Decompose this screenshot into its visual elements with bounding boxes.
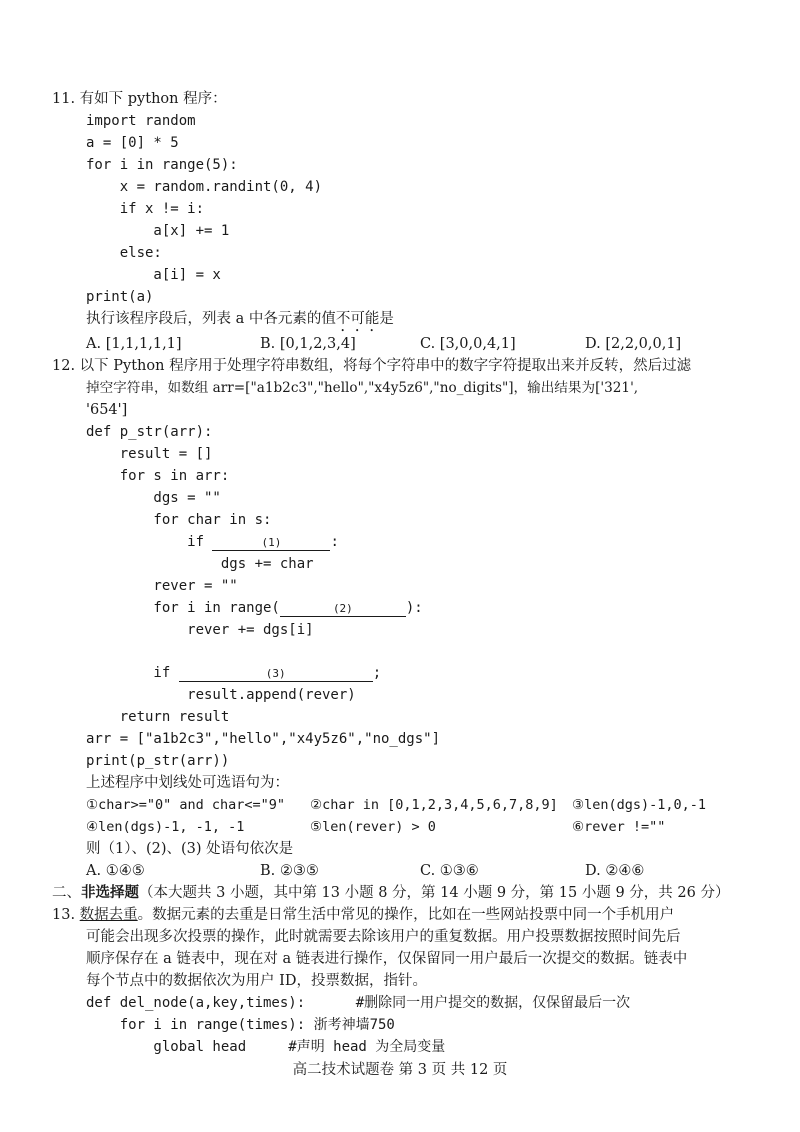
q11-code-line: import random (86, 113, 196, 129)
q13-code-line: global head #声明 head 为全局变量 (86, 1039, 446, 1055)
code-text: : (330, 534, 339, 550)
q12-stem-line1: 12. 以下 Python 程序用于处理字符串数组，将每个字符串中的数字字符提取出来并反转，然后过滤 (52, 358, 692, 374)
q12-option-d: D. ②④⑥ (585, 863, 645, 879)
q13-code-line: def del_node(a,key,times): #删除同一用户提交的数据，仅保留最后一次 (86, 995, 631, 1011)
q11-prompt-suffix: 是 (379, 311, 394, 327)
section-desc: （本大题共 3 小题，其中第 13 小题 8 分，第 14 小题 9 分，第 15 小题 9 分，共 26 分） (139, 885, 730, 901)
q12-choice: ③len(dgs)-1,0,-1 (572, 797, 707, 813)
q13-line1 (52, 904, 674, 926)
q12-code-line: for s in arr: (86, 468, 230, 484)
q13-title: 数据去重 (79, 907, 138, 923)
q13-number: 13. (52, 907, 80, 923)
q12-choice: ⑥rever !="" (572, 819, 666, 835)
q12-code-line: print(p_str(arr)) (86, 753, 230, 769)
code-text: for i in range( (86, 600, 280, 616)
q12-code-line: def p_str(arr): (86, 424, 213, 440)
q12-code-line-blank1 (86, 531, 339, 553)
q12-stem-line2: 掉空字符串，如数组 arr=["a1b2c3","hello","x4y5z6","no_digits"]，输出结果为['321', (86, 380, 639, 396)
q12-option-c: C. ①③⑥ (420, 863, 479, 879)
q11-prompt-emphasis: 不可能 (335, 311, 380, 327)
code-text: if (86, 534, 213, 550)
q13-text: 。数据元素的去重是日常生活中常见的操作，比如在一些网站投票中同一个手机用户 (137, 907, 675, 923)
q13-line4: 每个节点中的数据依次为用户 ID，投票数据，指针。 (86, 973, 427, 989)
q11-code-line: for i in range(5): (86, 157, 238, 173)
q11-code-line: a[i] = x (86, 267, 221, 283)
q12-option-a: A. ①④⑤ (86, 863, 145, 879)
q12-question: 则（1）、(2)、(3) 处语句依次是 (86, 841, 294, 857)
section2-heading (52, 882, 729, 904)
q12-code-line-blank2 (86, 597, 423, 619)
q11-code-line: if x != i: (86, 201, 205, 217)
q12-code-line: arr = ["a1b2c3","hello","x4y5z6","no_dgs"] (86, 731, 441, 747)
q11-option-d: D. [2,2,0,0,1] (585, 336, 682, 352)
q11-option-b: B. [0,1,2,3,4] (260, 336, 356, 352)
q13-code-line: for i in range(times): 浙考神墙750 (86, 1017, 395, 1033)
q11-prompt (86, 308, 394, 335)
q12-code-line: dgs = "" (86, 490, 221, 506)
q12-code-line: for char in s: (86, 512, 272, 528)
q12-choice: ④len(dgs)-1, -1, -1 (86, 819, 245, 835)
q12-choice: ②char in [0,1,2,3,4,5,6,7,8,9] (310, 797, 558, 813)
q12-choice: ①char>="0" and char<="9" (86, 797, 286, 813)
q11-prompt-prefix: 执行该程序段后，列表 a 中各元素的值 (86, 311, 336, 327)
q12-code-line: result = [] (86, 446, 213, 462)
q11-stem: 11. 有如下 python 程序： (52, 91, 227, 107)
q13-line2: 可能会出现多次投票的操作，此时就需要去除该用户的重复数据。用户投票数据按照时间先后 (86, 929, 681, 945)
code-text: if (86, 665, 179, 681)
q12-code-line: rever = "" (86, 578, 238, 594)
q12-option-b: B. ②③⑤ (260, 863, 319, 879)
section-number: 二、 (52, 885, 81, 901)
code-text: ): (405, 600, 423, 616)
q11-option-c: C. [3,0,0,4,1] (420, 336, 516, 352)
q11-code-line: print(a) (86, 289, 154, 305)
q11-option-a: A. [1,1,1,1,1] (86, 336, 182, 352)
q11-code-line: x = random.randint(0, 4) (86, 179, 323, 195)
q12-code-line: return result (86, 709, 230, 725)
section-title: 非选择题 (81, 884, 139, 901)
q12-stem-line3: '654'] (86, 402, 128, 418)
q12-code-line: dgs += char (86, 556, 314, 572)
q12-code-line: result.append(rever) (86, 687, 356, 703)
fill-blank-3: (3) (179, 667, 373, 682)
page-footer: 高二技术试题卷 第 3 页 共 12 页 (292, 1062, 508, 1078)
q12-code-line: rever += dgs[i] (86, 622, 314, 638)
code-text: ; (372, 665, 382, 681)
q13-line3: 顺序保存在 a 链表中，现在对 a 链表进行操作，仅保留同一用户最后一次提交的数据。链表中 (86, 951, 688, 967)
q11-code-line: a = [0] * 5 (86, 135, 179, 151)
q12-choice: ⑤len(rever) > 0 (310, 819, 436, 835)
q11-code-line: else: (86, 245, 162, 261)
q12-choices-intro: 上述程序中划线处可选语句为： (86, 775, 289, 791)
fill-blank-2: (2) (280, 602, 406, 617)
q12-code-line-blank3 (86, 662, 381, 684)
fill-blank-1: (1) (212, 536, 330, 551)
q11-code-line: a[x] += 1 (86, 223, 230, 239)
